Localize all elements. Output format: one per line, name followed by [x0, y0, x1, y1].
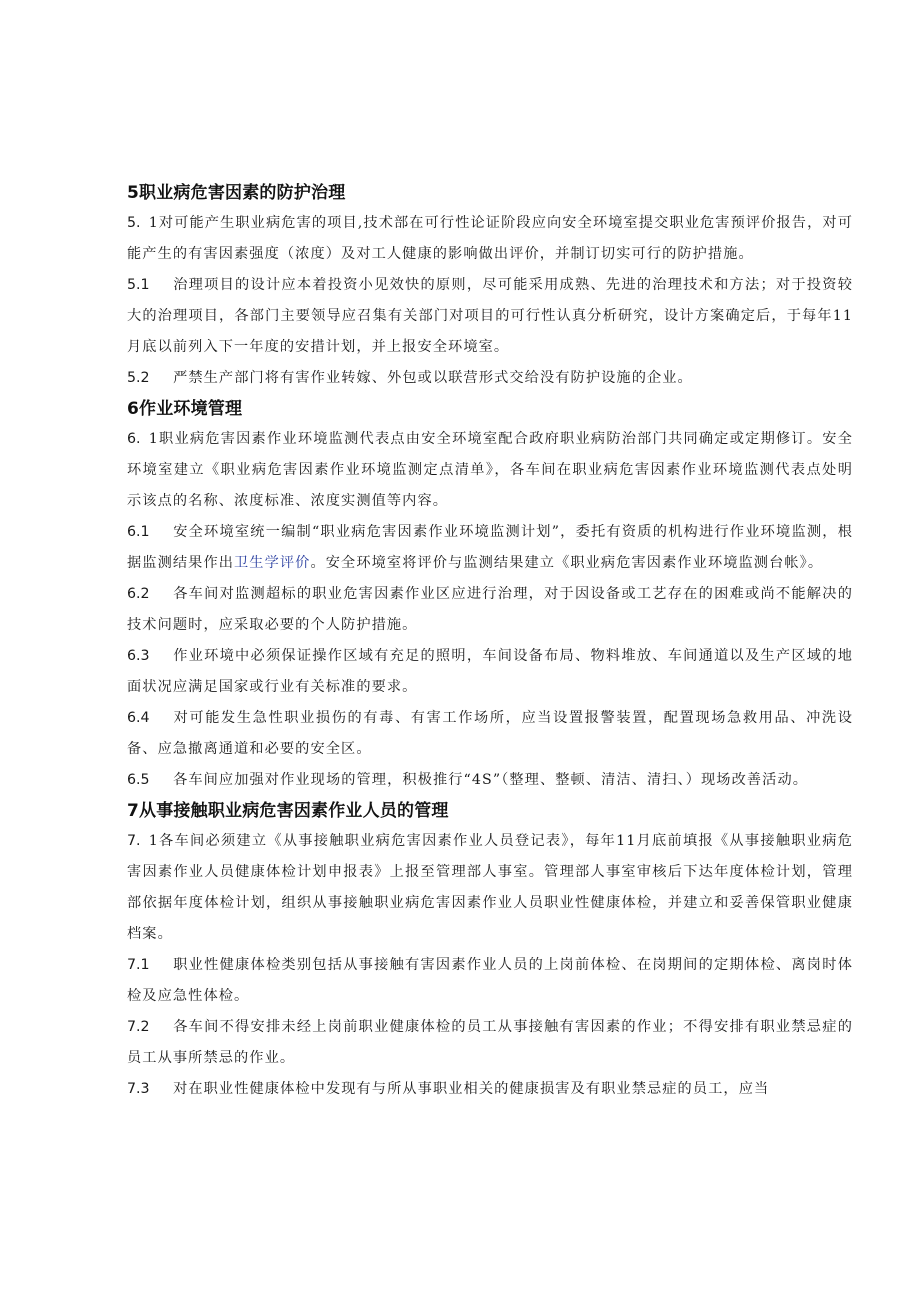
para-number: 5.2 — [127, 370, 150, 386]
para-5-0 — [127, 208, 853, 270]
para-6-3 — [127, 641, 853, 703]
para-5-2 — [127, 363, 853, 394]
para-6-1 — [127, 517, 853, 579]
para-text: 对可能发生急性职业损伤的有毒、有害工作场所，应当设置报警装置，配置现场急救用品、冲洗设备、应急撤离通道和必要的安全区。 — [127, 710, 853, 757]
para-number: 7.1 — [127, 957, 150, 973]
para-text: 各车间不得安排未经上岗前职业健康体检的员工从事接触有害因素的作业；不得安排有职业禁忌症的员工从事所禁忌的作业。 — [127, 1019, 853, 1066]
section-5-heading: 5职业病危害因素的防护治理 — [127, 183, 346, 203]
para-text: 对在职业性健康体检中发现有与所从事职业相关的健康损害及有职业禁忌症的员工，应当 — [173, 1081, 770, 1097]
para-text: 各车间对监测超标的职业危害因素作业区应进行治理，对于因设备或工艺存在的困难或尚不能解决的技术问题时，应采取必要的个人防护措施。 — [127, 586, 853, 633]
para-text: 1对可能产生职业病危害的项目,技术部在可行性论证阶段应向安全环境室提交职业危害预评价报告，对可能产生的有害因素强度（浓度）及对工人健康的影响做出评价，并制订切实可行的防护措施。 — [127, 215, 853, 262]
para-text: 作业环境中必须保证操作区域有充足的照明，车间设备布局、物料堆放、车间通道以及生产区域的地面状况应满足国家或行业有关标准的要求。 — [127, 648, 853, 695]
section-6-heading: 6作业环境管理 — [127, 399, 243, 419]
para-number: 6. — [127, 431, 141, 447]
para-text: 职业性健康体检类别包括从事接触有害因素作业人员的上岗前体检、在岗期间的定期体检、离岗时体检及应急性体检。 — [127, 957, 853, 1004]
section-7-heading: 7从事接触职业病危害因素作业人员的管理 — [127, 801, 449, 821]
para-number: 6.3 — [127, 648, 150, 664]
para-number: 6.1 — [127, 524, 150, 540]
para-text: 各车间应加强对作业现场的管理，积极推行“4S”（整理、整顿、清洁、清扫、）现场改善活动。 — [173, 772, 809, 788]
para-number: 7.2 — [127, 1019, 150, 1035]
para-7-0 — [127, 826, 853, 950]
document-body — [127, 178, 853, 1105]
para-text: 1职业病危害因素作业环境监测代表点由安全环境室配合政府职业病防治部门共同确定或定期修订。安全环境室建立《职业病危害因素作业环境监测定点清单》，各车间在职业病危害因素作业环境监测代表点处明示该点的名称、浓度标准、浓度实测值等内容。 — [127, 431, 853, 509]
para-7-1 — [127, 950, 853, 1012]
para-6-0 — [127, 424, 853, 517]
para-6-2 — [127, 579, 853, 641]
para-6-5 — [127, 765, 853, 796]
para-7-2 — [127, 1012, 853, 1074]
para-6-4 — [127, 703, 853, 765]
para-number: 5. — [127, 215, 141, 231]
para-5-1 — [127, 270, 853, 363]
para-number: 6.5 — [127, 772, 150, 788]
para-text: 严禁生产部门将有害作业转嫁、外包或以联营形式交给没有防护设施的企业。 — [173, 370, 693, 386]
para-number: 6.4 — [127, 710, 150, 726]
para-number: 7. — [127, 833, 141, 849]
para-text: 治理项目的设计应本着投资小见效快的原则，尽可能采用成熟、先进的治理技术和方法；对于投资较大的治理项目，各部门主要领导应召集有关部门对项目的可行性认真分析研究，设计方案确定后，于每年11月底以前列入下一年度的安措计划，并上报安全环境室。 — [127, 277, 853, 355]
para-7-3 — [127, 1074, 853, 1105]
para-text: 1各车间必须建立《从事接触职业病危害因素作业人员登记表》，每年11月底前填报《从事接触职业病危害因素作业人员健康体检计划申报表》上报至管理部人事室。管理部人事室审核后下达年度体检计划，管理部依据年度体检计划，组织从事接触职业病危害因素作业人员职业性健康体检，并建立和妥善保管职业健康档案。 — [127, 833, 853, 942]
para-number: 7.3 — [127, 1081, 150, 1097]
para-number: 6.2 — [127, 586, 150, 602]
para-text: 。安全环境室将评价与监测结果建立《职业病危害因素作业环境监测台帐》。 — [310, 555, 824, 571]
hygiene-evaluation-link[interactable]: 卫生学评价 — [234, 555, 311, 571]
para-number: 5.1 — [127, 277, 150, 293]
para-text: 安全环境室统一编制“职业病危害因素作业环境监测计划”，委托有资质的机构进行作业环境监测，根据监测结果作出 — [127, 524, 853, 571]
